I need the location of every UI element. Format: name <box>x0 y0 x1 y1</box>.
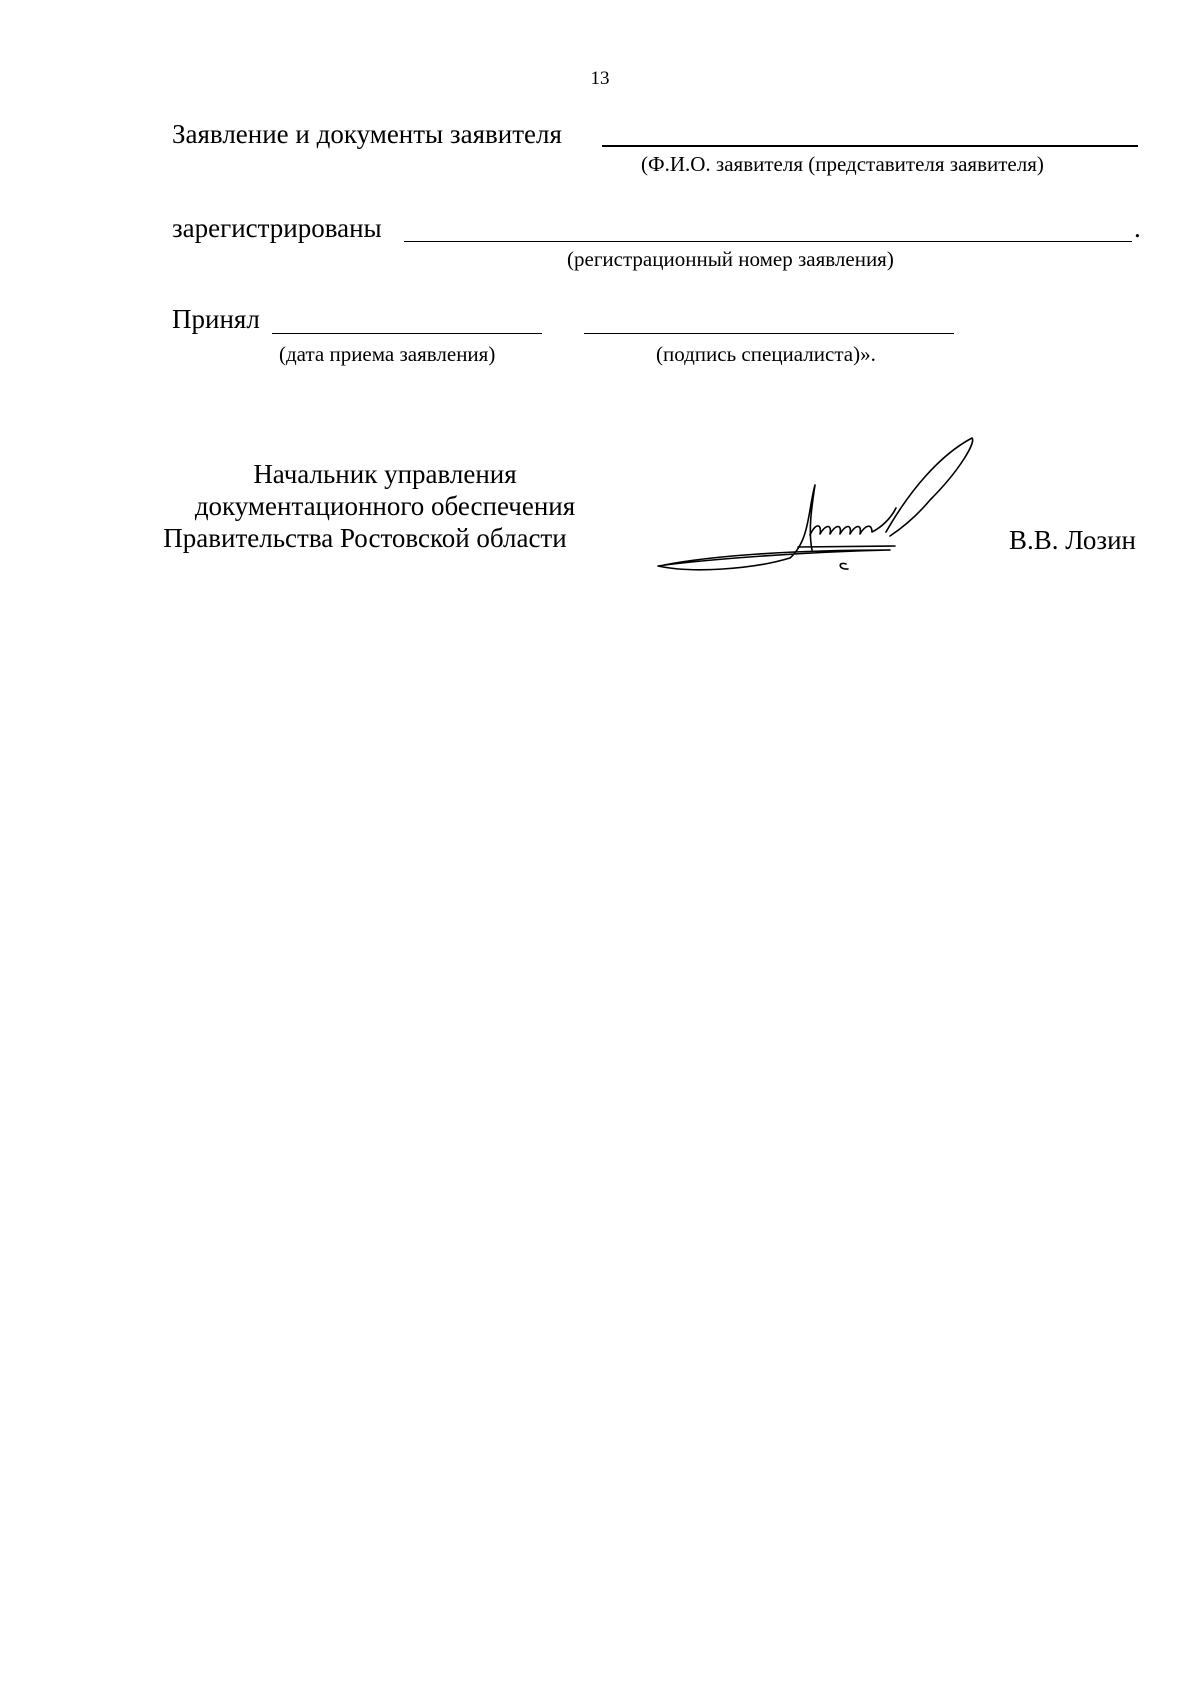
date-caption: (дата приема заявления) <box>279 342 496 366</box>
specialist-signature-field[interactable] <box>584 333 954 334</box>
signatory-title-line3: Правительства Ростовской области <box>163 523 567 553</box>
applicant-name-field[interactable] <box>602 145 1138 147</box>
page-number: 13 <box>590 68 610 89</box>
handwritten-signature <box>650 430 990 590</box>
signatory-name: В.В. Лозин <box>1009 525 1136 555</box>
acceptance-date-field[interactable] <box>272 333 542 334</box>
registered-end-period: . <box>1134 213 1141 243</box>
signatory-title <box>165 458 605 554</box>
registration-number-field[interactable] <box>404 241 1132 242</box>
documents-label: Заявление и документы заявителя <box>172 119 562 149</box>
signatory-title-line2: документационного обеспечения <box>194 491 576 521</box>
applicant-caption: (Ф.И.О. заявителя (представителя заявителя) <box>641 152 1044 176</box>
signature-caption: (подпись специалиста)». <box>656 342 876 366</box>
signatory-title-line1: Начальник управления <box>253 459 517 489</box>
accepted-label: Принял <box>172 304 260 334</box>
registration-caption: (регистрационный номер заявления) <box>567 247 894 271</box>
registered-label: зарегистрированы <box>172 213 382 243</box>
